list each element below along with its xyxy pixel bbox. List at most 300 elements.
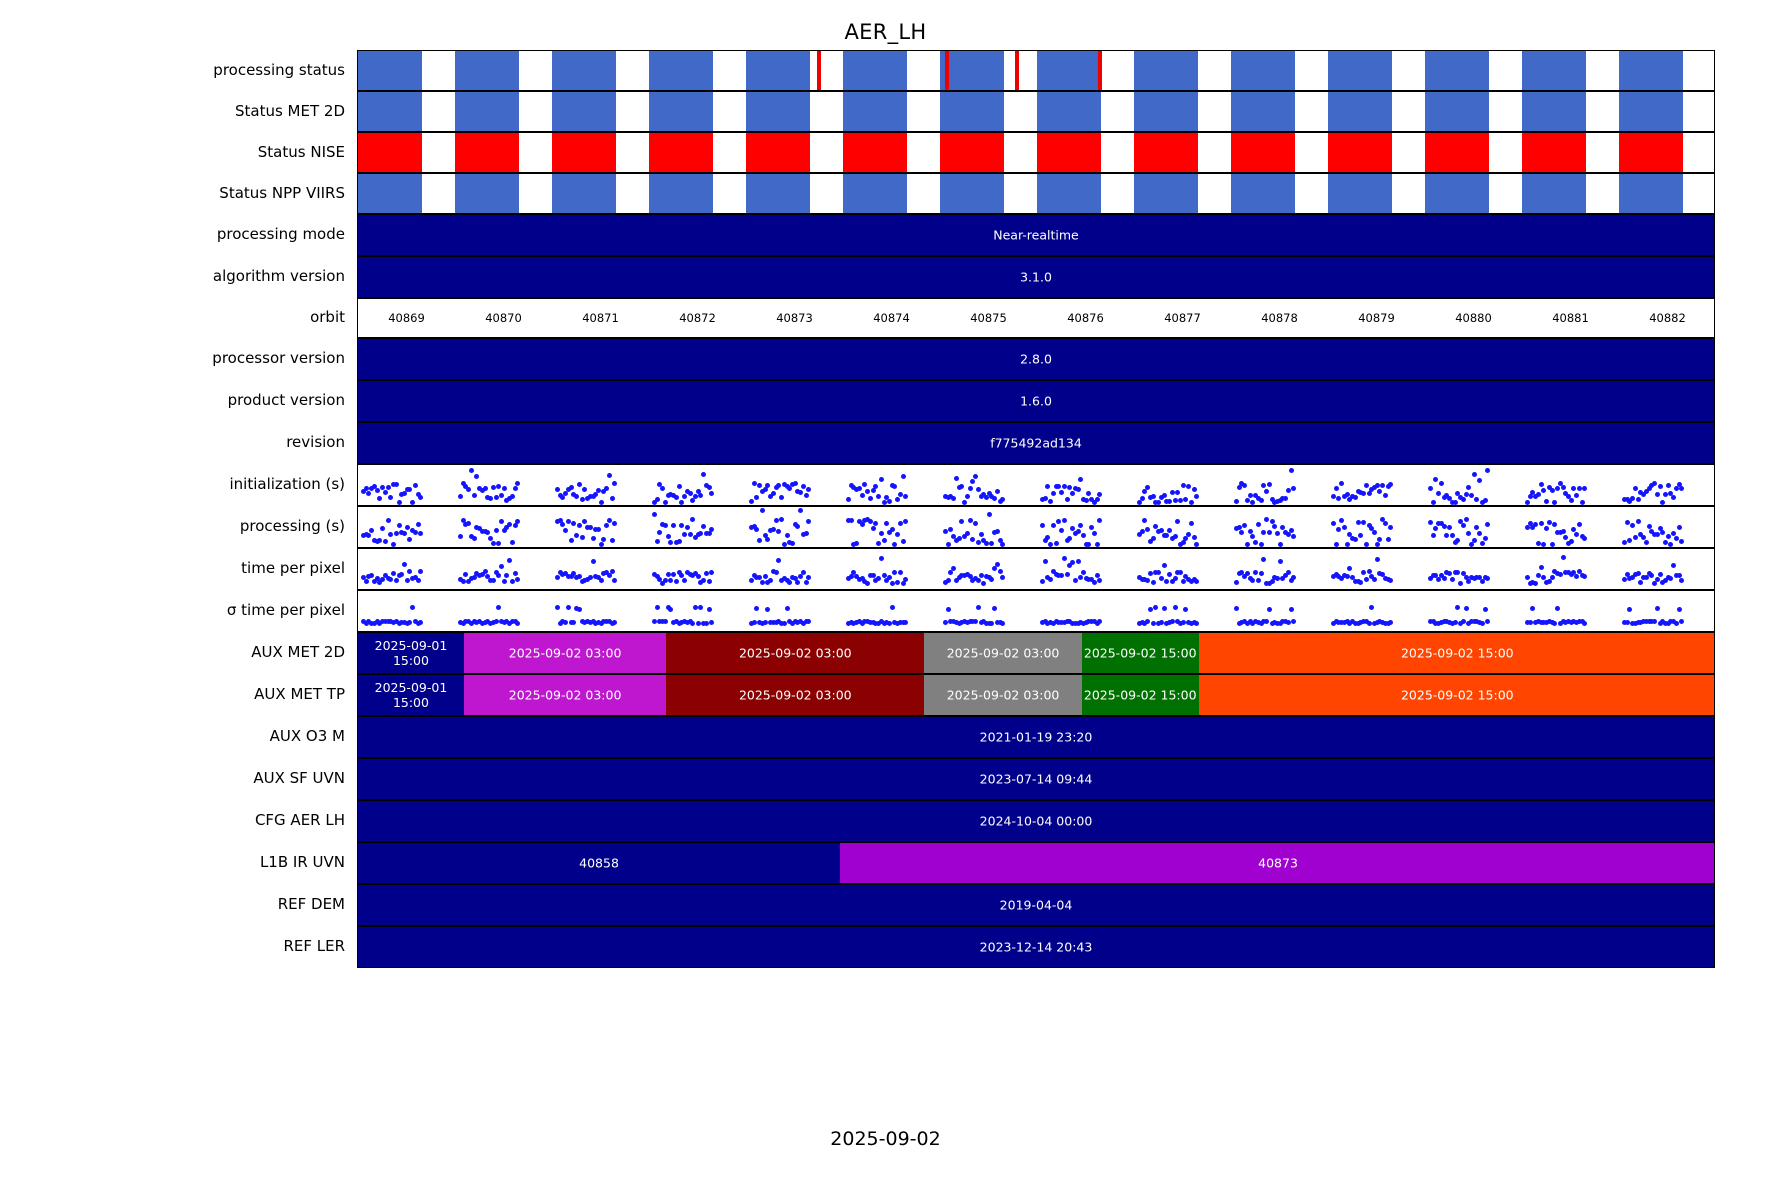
scatter-point bbox=[1550, 575, 1555, 580]
scatter-point bbox=[1347, 566, 1352, 571]
scatter-point bbox=[668, 578, 673, 583]
scatter-point bbox=[876, 494, 881, 499]
status-block bbox=[649, 51, 713, 90]
scatter-point bbox=[1555, 486, 1560, 491]
scatter-point bbox=[1289, 468, 1294, 473]
constant-row-aux-sf-uvn bbox=[357, 758, 1715, 800]
scatter-point bbox=[1076, 559, 1081, 564]
constant-row-value: 2024-10-04 00:00 bbox=[979, 813, 1093, 829]
segment-block bbox=[666, 633, 924, 673]
scatter-point bbox=[655, 497, 660, 502]
scatter-point bbox=[1078, 523, 1083, 528]
segment-block bbox=[358, 633, 464, 673]
scatter-point bbox=[1582, 621, 1587, 626]
scatter-point bbox=[1261, 530, 1266, 535]
constant-row-processor-version bbox=[357, 338, 1715, 380]
scatter-point bbox=[402, 531, 407, 536]
scatter-point bbox=[510, 494, 515, 499]
scatter-point bbox=[1652, 481, 1657, 486]
scatter-point bbox=[1142, 518, 1147, 523]
scatter-point bbox=[655, 605, 660, 610]
scatter-point bbox=[1167, 499, 1172, 504]
scatter-point bbox=[1145, 485, 1150, 490]
row-label-processing-status: processing status bbox=[213, 60, 345, 79]
scatter-point bbox=[1528, 620, 1533, 625]
scatter-point bbox=[1647, 524, 1652, 529]
status-row-status-npp-viirs bbox=[357, 173, 1715, 214]
status-block bbox=[1619, 174, 1683, 213]
scatter-point bbox=[690, 517, 695, 522]
scatter-point bbox=[413, 483, 418, 488]
scatter-point bbox=[1388, 620, 1393, 625]
scatter-point bbox=[806, 519, 811, 524]
scatter-point bbox=[663, 500, 668, 505]
scatter-point bbox=[1151, 580, 1156, 585]
segment-block bbox=[666, 675, 924, 715]
orbit-label: 40876 bbox=[1067, 311, 1104, 325]
scatter-point bbox=[1151, 536, 1156, 541]
segment-label: 2025-09-02 03:00 bbox=[946, 645, 1060, 661]
scatter-point bbox=[674, 495, 679, 500]
scatter-row-3 bbox=[357, 590, 1715, 632]
scatter-point bbox=[1458, 581, 1463, 586]
scatter-point bbox=[418, 495, 423, 500]
scatter-point bbox=[1536, 492, 1541, 497]
scatter-point bbox=[1375, 542, 1380, 547]
scatter-point bbox=[701, 524, 706, 529]
scatter-point bbox=[469, 468, 474, 473]
scatter-point bbox=[1081, 570, 1086, 575]
status-block bbox=[552, 133, 616, 172]
segment-label: 2025-09-02 15:00 bbox=[1083, 687, 1197, 703]
scatter-point bbox=[973, 474, 978, 479]
segment-block bbox=[840, 843, 1715, 883]
scatter-point bbox=[1550, 542, 1555, 547]
scatter-point bbox=[1040, 579, 1045, 584]
scatter-point bbox=[774, 518, 779, 523]
scatter-point bbox=[995, 489, 1000, 494]
scatter-point bbox=[515, 519, 520, 524]
scatter-point bbox=[1189, 521, 1194, 526]
scatter-point bbox=[1485, 576, 1490, 581]
scatter-point bbox=[1679, 486, 1684, 491]
segment-label: 2025-09-02 15:00 bbox=[1400, 645, 1514, 661]
scatter-point bbox=[1264, 517, 1269, 522]
status-flag-marker bbox=[1015, 51, 1019, 90]
constant-row-value: 2019-04-04 bbox=[999, 897, 1073, 913]
scatter-point bbox=[1442, 576, 1447, 581]
scatter-point bbox=[1555, 606, 1560, 611]
scatter-row-2 bbox=[357, 548, 1715, 590]
scatter-point bbox=[795, 580, 800, 585]
scatter-point bbox=[1170, 619, 1175, 624]
scatter-point bbox=[566, 519, 571, 524]
scatter-point bbox=[903, 494, 908, 499]
orbit-label: 40874 bbox=[873, 311, 910, 325]
scatter-point bbox=[954, 476, 959, 481]
scatter-point bbox=[1097, 518, 1102, 523]
scatter-point bbox=[1162, 606, 1167, 611]
segment-label: 2025-09-02 03:00 bbox=[738, 687, 852, 703]
segment-label: 2025-09-02 15:00 bbox=[1083, 645, 1197, 661]
scatter-point bbox=[948, 570, 953, 575]
orbit-label: 40873 bbox=[776, 311, 813, 325]
scatter-point bbox=[865, 581, 870, 586]
scatter-point bbox=[1388, 578, 1393, 583]
scatter-point bbox=[1239, 530, 1244, 535]
scatter-point bbox=[1633, 535, 1638, 540]
scatter-point bbox=[1345, 574, 1350, 579]
scatter-point bbox=[1364, 577, 1369, 582]
scatter-point bbox=[1361, 570, 1366, 575]
scatter-point bbox=[1070, 526, 1075, 531]
segment-block bbox=[464, 633, 666, 673]
scatter-point bbox=[418, 620, 423, 625]
scatter-point bbox=[1428, 486, 1433, 491]
scatter-point bbox=[491, 578, 496, 583]
scatter-point bbox=[765, 483, 770, 488]
scatter-point bbox=[804, 531, 809, 536]
scatter-point bbox=[1547, 579, 1552, 584]
scatter-point bbox=[903, 519, 908, 524]
scatter-point bbox=[496, 541, 501, 546]
status-block bbox=[358, 92, 422, 131]
scatter-point bbox=[496, 573, 501, 578]
scatter-point bbox=[685, 525, 690, 530]
scatter-point bbox=[410, 605, 415, 610]
scatter-point bbox=[1569, 539, 1574, 544]
status-block bbox=[1231, 133, 1295, 172]
scatter-point bbox=[871, 526, 876, 531]
scatter-point bbox=[1353, 537, 1358, 542]
orbit-label: 40870 bbox=[485, 311, 522, 325]
segment-label: 2025-09-02 03:00 bbox=[508, 645, 622, 661]
scatter-point bbox=[507, 522, 512, 527]
scatter-point bbox=[1156, 570, 1161, 575]
row-label-product-version: product version bbox=[227, 391, 345, 409]
scatter-point bbox=[901, 474, 906, 479]
scatter-point bbox=[1671, 495, 1676, 500]
scatter-point bbox=[1097, 619, 1102, 624]
scatter-point bbox=[1267, 607, 1272, 612]
scatter-point bbox=[1453, 500, 1458, 505]
scatter-point bbox=[1472, 472, 1477, 477]
scatter-point bbox=[1536, 573, 1541, 578]
scatter-point bbox=[871, 573, 876, 578]
scatter-point bbox=[804, 580, 809, 585]
status-row-status-met-2d bbox=[357, 91, 1715, 132]
scatter-point bbox=[1048, 577, 1053, 582]
scatter-point bbox=[901, 539, 906, 544]
scatter-point bbox=[1561, 485, 1566, 490]
scatter-point bbox=[458, 534, 463, 539]
scatter-point bbox=[1485, 619, 1490, 624]
scatter-point bbox=[612, 521, 617, 526]
scatter-point bbox=[754, 606, 759, 611]
scatter-point bbox=[782, 542, 787, 547]
scatter-point bbox=[1547, 520, 1552, 525]
scatter-point bbox=[1272, 524, 1277, 529]
scatter-point bbox=[1375, 483, 1380, 488]
scatter-point bbox=[1666, 483, 1671, 488]
scatter-point bbox=[701, 472, 706, 477]
scatter-point bbox=[1084, 498, 1089, 503]
scatter-point bbox=[1151, 494, 1156, 499]
scatter-point bbox=[876, 576, 881, 581]
status-block bbox=[1134, 133, 1198, 172]
scatter-point bbox=[502, 486, 507, 491]
scatter-point bbox=[1388, 482, 1393, 487]
scatter-point bbox=[1178, 570, 1183, 575]
orbit-row bbox=[357, 298, 1715, 338]
scatter-point bbox=[1377, 537, 1382, 542]
scatter-point bbox=[876, 541, 881, 546]
scatter-point bbox=[1541, 488, 1546, 493]
scatter-point bbox=[1278, 542, 1283, 547]
scatter-point bbox=[599, 500, 604, 505]
scatter-point bbox=[1192, 535, 1197, 540]
scatter-point bbox=[1173, 498, 1178, 503]
scatter-point bbox=[677, 484, 682, 489]
scatter-point bbox=[771, 527, 776, 532]
scatter-point bbox=[970, 479, 975, 484]
scatter-point bbox=[1181, 620, 1186, 625]
scatter-point bbox=[892, 542, 897, 547]
scatter-point bbox=[410, 500, 415, 505]
scatter-point bbox=[1644, 540, 1649, 545]
scatter-point bbox=[1145, 578, 1150, 583]
scatter-point bbox=[887, 575, 892, 580]
scatter-point bbox=[776, 558, 781, 563]
scatter-point bbox=[405, 578, 410, 583]
scatter-point bbox=[1289, 528, 1294, 533]
scatter-point bbox=[882, 538, 887, 543]
scatter-point bbox=[1464, 517, 1469, 522]
scatter-point bbox=[1253, 540, 1258, 545]
status-block bbox=[1134, 174, 1198, 213]
scatter-point bbox=[666, 534, 671, 539]
scatter-point bbox=[776, 529, 781, 534]
scatter-point bbox=[1159, 620, 1164, 625]
scatter-point bbox=[472, 575, 477, 580]
scatter-point bbox=[979, 573, 984, 578]
constant-row-algorithm-version bbox=[357, 256, 1715, 298]
scatter-point bbox=[1092, 580, 1097, 585]
scatter-point bbox=[604, 523, 609, 528]
status-block bbox=[552, 92, 616, 131]
scatter-point bbox=[698, 493, 703, 498]
scatter-point bbox=[1234, 580, 1239, 585]
scatter-point bbox=[890, 527, 895, 532]
segment-block bbox=[1082, 675, 1199, 715]
scatter-point bbox=[1469, 542, 1474, 547]
scatter-point bbox=[1148, 571, 1153, 576]
scatter-point bbox=[369, 573, 374, 578]
scatter-point bbox=[1065, 572, 1070, 577]
status-row-status-nise bbox=[357, 132, 1715, 173]
scatter-point bbox=[1170, 490, 1175, 495]
scatter-point bbox=[1162, 563, 1167, 568]
scatter-point bbox=[1081, 533, 1086, 538]
scatter-point bbox=[1242, 523, 1247, 528]
scatter-point bbox=[515, 621, 520, 626]
scatter-point bbox=[463, 572, 468, 577]
scatter-point bbox=[1181, 579, 1186, 584]
scatter-point bbox=[1455, 605, 1460, 610]
scatter-point bbox=[1377, 489, 1382, 494]
scatter-point bbox=[663, 619, 668, 624]
scatter-point bbox=[1140, 529, 1145, 534]
scatter-point bbox=[1291, 575, 1296, 580]
scatter-point bbox=[1159, 576, 1164, 581]
scatter-point bbox=[1097, 492, 1102, 497]
scatter-point bbox=[1431, 500, 1436, 505]
scatter-point bbox=[998, 569, 1003, 574]
scatter-point bbox=[1361, 520, 1366, 525]
status-block bbox=[1328, 51, 1392, 90]
scatter-point bbox=[1480, 579, 1485, 584]
scatter-point bbox=[1259, 498, 1264, 503]
scatter-point bbox=[1286, 488, 1291, 493]
scatter-point bbox=[1655, 532, 1660, 537]
scatter-point bbox=[574, 494, 579, 499]
scatter-point bbox=[774, 570, 779, 575]
scatter-point bbox=[1544, 499, 1549, 504]
status-block bbox=[940, 133, 1004, 172]
scatter-point bbox=[1250, 534, 1255, 539]
scatter-point bbox=[1140, 496, 1145, 501]
scatter-point bbox=[560, 522, 565, 527]
scatter-point bbox=[895, 497, 900, 502]
scatter-point bbox=[787, 580, 792, 585]
scatter-point bbox=[873, 484, 878, 489]
scatter-point bbox=[366, 491, 371, 496]
scatter-point bbox=[763, 620, 768, 625]
status-block bbox=[1425, 174, 1489, 213]
scatter-point bbox=[657, 530, 662, 535]
status-block bbox=[843, 133, 907, 172]
scatter-point bbox=[391, 542, 396, 547]
scatter-point bbox=[1194, 494, 1199, 499]
scatter-point bbox=[1267, 482, 1272, 487]
scatter-point bbox=[1153, 605, 1158, 610]
segment-label: 2025-09-02 03:00 bbox=[508, 687, 622, 703]
scatter-point bbox=[798, 490, 803, 495]
scatter-point bbox=[1242, 483, 1247, 488]
scatter-point bbox=[1674, 536, 1679, 541]
scatter-point bbox=[571, 521, 576, 526]
status-block bbox=[746, 51, 810, 90]
scatter-point bbox=[394, 531, 399, 536]
scatter-point bbox=[599, 542, 604, 547]
status-block bbox=[940, 92, 1004, 131]
scatter-point bbox=[1536, 541, 1541, 546]
scatter-point bbox=[1194, 621, 1199, 626]
scatter-point bbox=[1159, 528, 1164, 533]
scatter-point bbox=[1577, 522, 1582, 527]
scatter-point bbox=[1078, 575, 1083, 580]
scatter-point bbox=[1078, 477, 1083, 482]
scatter-point bbox=[1627, 607, 1632, 612]
scatter-point bbox=[892, 484, 897, 489]
scatter-point bbox=[591, 536, 596, 541]
scatter-point bbox=[951, 566, 956, 571]
scatter-point bbox=[701, 578, 706, 583]
scatter-point bbox=[1086, 542, 1091, 547]
scatter-point bbox=[1264, 619, 1269, 624]
scatter-point bbox=[948, 527, 953, 532]
scatter-point bbox=[405, 525, 410, 530]
scatter-point bbox=[1539, 521, 1544, 526]
scatter-point bbox=[1043, 559, 1048, 564]
row-label-algorithm-version: algorithm version bbox=[212, 267, 345, 285]
scatter-point bbox=[1186, 484, 1191, 489]
scatter-point bbox=[1261, 483, 1266, 488]
scatter-point bbox=[612, 578, 617, 583]
scatter-point bbox=[1464, 606, 1469, 611]
status-block bbox=[649, 92, 713, 131]
scatter-point bbox=[1173, 576, 1178, 581]
scatter-point bbox=[1245, 542, 1250, 547]
constant-row-value: Near-realtime bbox=[993, 227, 1079, 243]
scatter-point bbox=[1552, 522, 1557, 527]
scatter-point bbox=[707, 485, 712, 490]
constant-row-value: 2023-07-14 09:44 bbox=[979, 771, 1093, 787]
scatter-point bbox=[1636, 519, 1641, 524]
scatter-point bbox=[1383, 521, 1388, 526]
status-block bbox=[1619, 92, 1683, 131]
scatter-point bbox=[1173, 605, 1178, 610]
scatter-point bbox=[849, 518, 854, 523]
scatter-point bbox=[1175, 519, 1180, 524]
scatter-point bbox=[555, 575, 560, 580]
scatter-point bbox=[1076, 487, 1081, 492]
scatter-point bbox=[1428, 520, 1433, 525]
scatter-point bbox=[607, 473, 612, 478]
scatter-point bbox=[513, 486, 518, 491]
row-label-scatter-3: σ time per pixel bbox=[226, 601, 345, 619]
scatter-point bbox=[574, 533, 579, 538]
scatter-point bbox=[1267, 530, 1272, 535]
scatter-point bbox=[798, 508, 803, 513]
scatter-point bbox=[1541, 542, 1546, 547]
scatter-point bbox=[472, 493, 477, 498]
status-block bbox=[746, 174, 810, 213]
scatter-point bbox=[785, 606, 790, 611]
scatter-point bbox=[968, 486, 973, 491]
scatter-point bbox=[801, 570, 806, 575]
scatter-point bbox=[1369, 605, 1374, 610]
scatter-point bbox=[1048, 499, 1053, 504]
segment-label: 2025-09-02 15:00 bbox=[1400, 687, 1514, 703]
scatter-point bbox=[862, 482, 867, 487]
scatter-point bbox=[1574, 574, 1579, 579]
scatter-point bbox=[369, 528, 374, 533]
scatter-point bbox=[1092, 531, 1097, 536]
scatter-point bbox=[588, 575, 593, 580]
status-block bbox=[455, 92, 519, 131]
scatter-point bbox=[1334, 486, 1339, 491]
scatter-point bbox=[801, 484, 806, 489]
scatter-point bbox=[1633, 486, 1638, 491]
scatter-point bbox=[569, 538, 574, 543]
scatter-point bbox=[569, 485, 574, 490]
status-block bbox=[1425, 133, 1489, 172]
constant-row-value: 2021-01-19 23:20 bbox=[979, 729, 1093, 745]
scatter-point bbox=[582, 487, 587, 492]
segment-label: 2025-09-02 03:00 bbox=[946, 687, 1060, 703]
status-block bbox=[1231, 174, 1295, 213]
